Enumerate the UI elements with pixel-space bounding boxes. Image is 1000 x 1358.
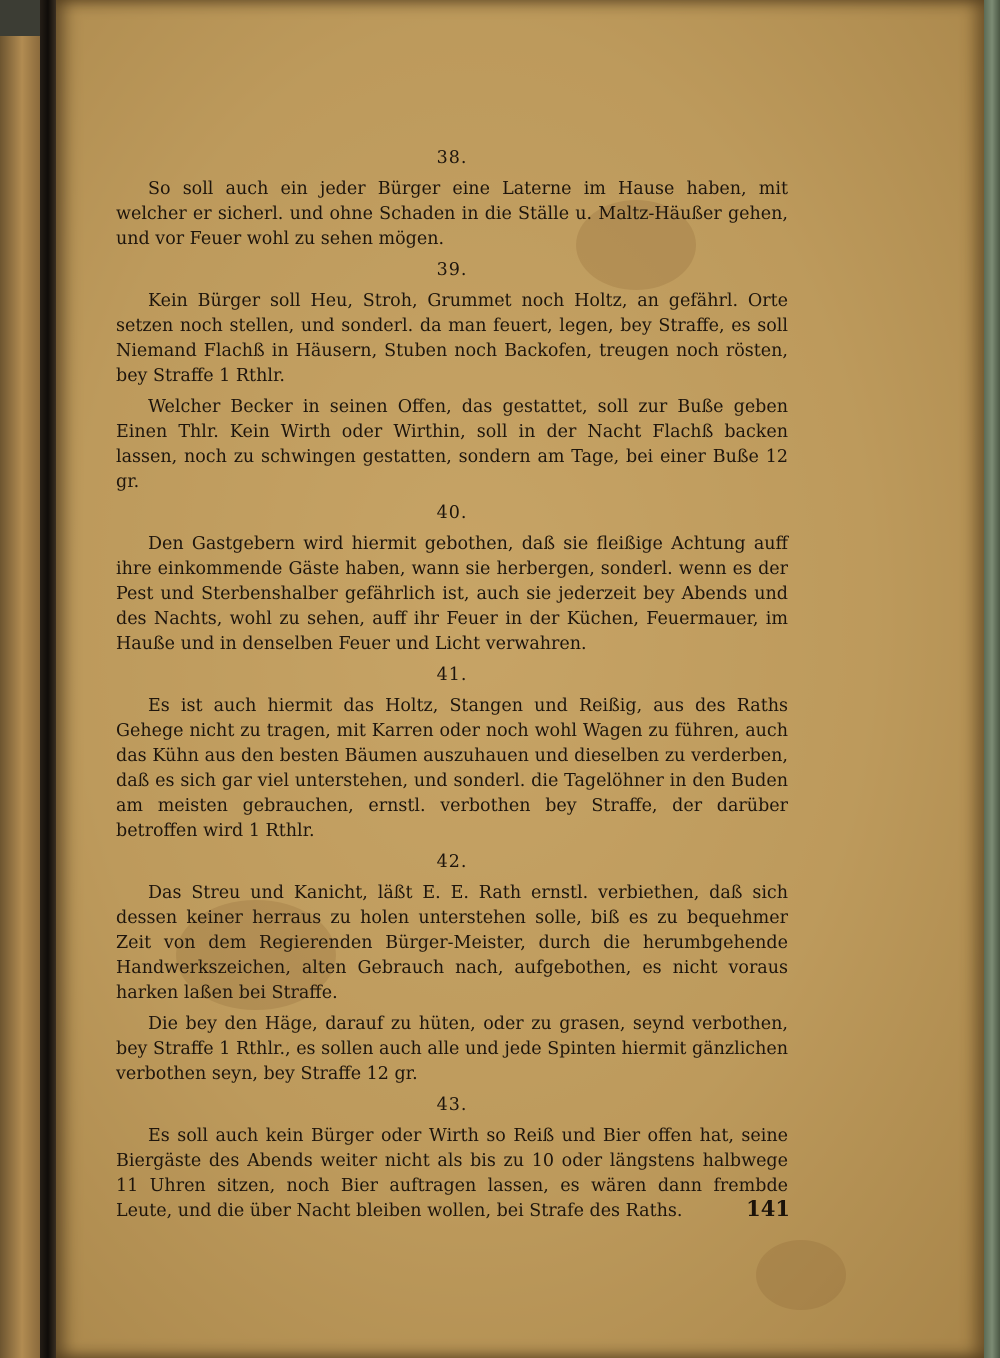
- section-number: 38.: [436, 148, 468, 168]
- section-number: 40.: [436, 503, 468, 523]
- paragraph: Es soll auch kein Bürger oder Wirth so Reiß und Bier offen hat, seine Biergäste des Abends weiter nicht als bis zu 10 oder längstens halbwege 11 Uhren sitzen, noch Bier auftragen lassen, es wären dann frembde Leute, und die über Nacht bleiben wollen, bei Strafe des Raths.: [116, 1126, 788, 1221]
- section-number: 42.: [436, 852, 468, 872]
- section-number: 41.: [436, 665, 468, 685]
- paragraph: Welcher Becker in seinen Offen, das gestattet, soll zur Buße geben Einen Thlr. Kein Wirth oder Wirthin, soll in der Nacht Flachß backen lassen, noch zu schwingen gestatten, sondern am Tage, bei einer Buße 12 gr.: [116, 397, 788, 492]
- section-number: 39.: [436, 260, 468, 280]
- section-number: 43.: [436, 1095, 468, 1115]
- paragraph: Es ist auch hiermit das Holtz, Stangen und Reißig, aus des Raths Gehege nicht zu tragen, mit Karren oder noch wohl Wagen zu führen, auch das Kühn aus den besten Bäumen auszuhauen und dieselben zu verderben, daß es sich gar viel unterstehen, und sonderl. die Tagelöhner in den Buden am meisten gebrauchen, ernstl. verbothen bey Straffe, der darüber betroffen wird 1 Rthlr.: [116, 696, 788, 841]
- paragraph: Den Gastgebern wird hiermit gebothen, daß sie fleißige Achtung auff ihre einkommende Gäste haben, wann sie herbergen, sonderl. wenn es der Pest und Sterbenshalber gefährlich ist, auch sie jederzeit bey Abends und des Nachts, wohl zu sehen, auff ihr Feuer in der Küchen, Feuermauer, im Hauße und in denselben Feuer und Licht verwahren.: [116, 534, 788, 654]
- previous-page-edge: [0, 0, 40, 1358]
- paper-stain: [756, 1240, 846, 1310]
- section-42: [116, 850, 788, 1087]
- paragraph: So soll auch ein jeder Bürger eine Laterne im Hause haben, mit welcher er sicherl. und ohne Schaden in die Ställe u. Maltz-Häußer gehen, und vor Feuer wohl zu sehen mögen.: [116, 179, 788, 249]
- page-text: [116, 140, 788, 1230]
- section-38: [116, 146, 788, 252]
- section-43: [116, 1093, 788, 1224]
- paragraph: Die bey den Häge, darauf zu hüten, oder zu grasen, seynd verbothen, bey Straffe 1 Rthlr., es sollen auch alle und jede Spinten hiermit gänzlichen verbothen seyn, bey Straffe 12 gr.: [116, 1014, 788, 1084]
- back-cover-edge: [984, 0, 1000, 1358]
- cover-corner: [0, 0, 40, 36]
- book-gutter: [40, 0, 56, 1358]
- section-40: [116, 501, 788, 657]
- section-39: [116, 258, 788, 495]
- paragraph: Kein Bürger soll Heu, Stroh, Grummet noch Holtz, an gefährl. Orte setzen noch stellen, und sonderl. da man feuert, legen, bey Straffe, es soll Niemand Flachß in Häusern, Stuben noch Backofen, treugen noch rösten, bey Straffe 1 Rthlr.: [116, 291, 788, 386]
- section-41: [116, 663, 788, 844]
- paragraph: Das Streu und Kanicht, läßt E. E. Rath ernstl. verbiethen, daß sich dessen keiner herraus zu holen unterstehen solle, biß es zu bequehmer Zeit von dem Regierenden Bürger-Meister, durch die herumbgehende Handwerkszeichen, alten Gebrauch nach, aufgebothen, es nicht voraus harken laßen bei Straffe.: [116, 883, 788, 1003]
- page-number: 141: [746, 1196, 790, 1221]
